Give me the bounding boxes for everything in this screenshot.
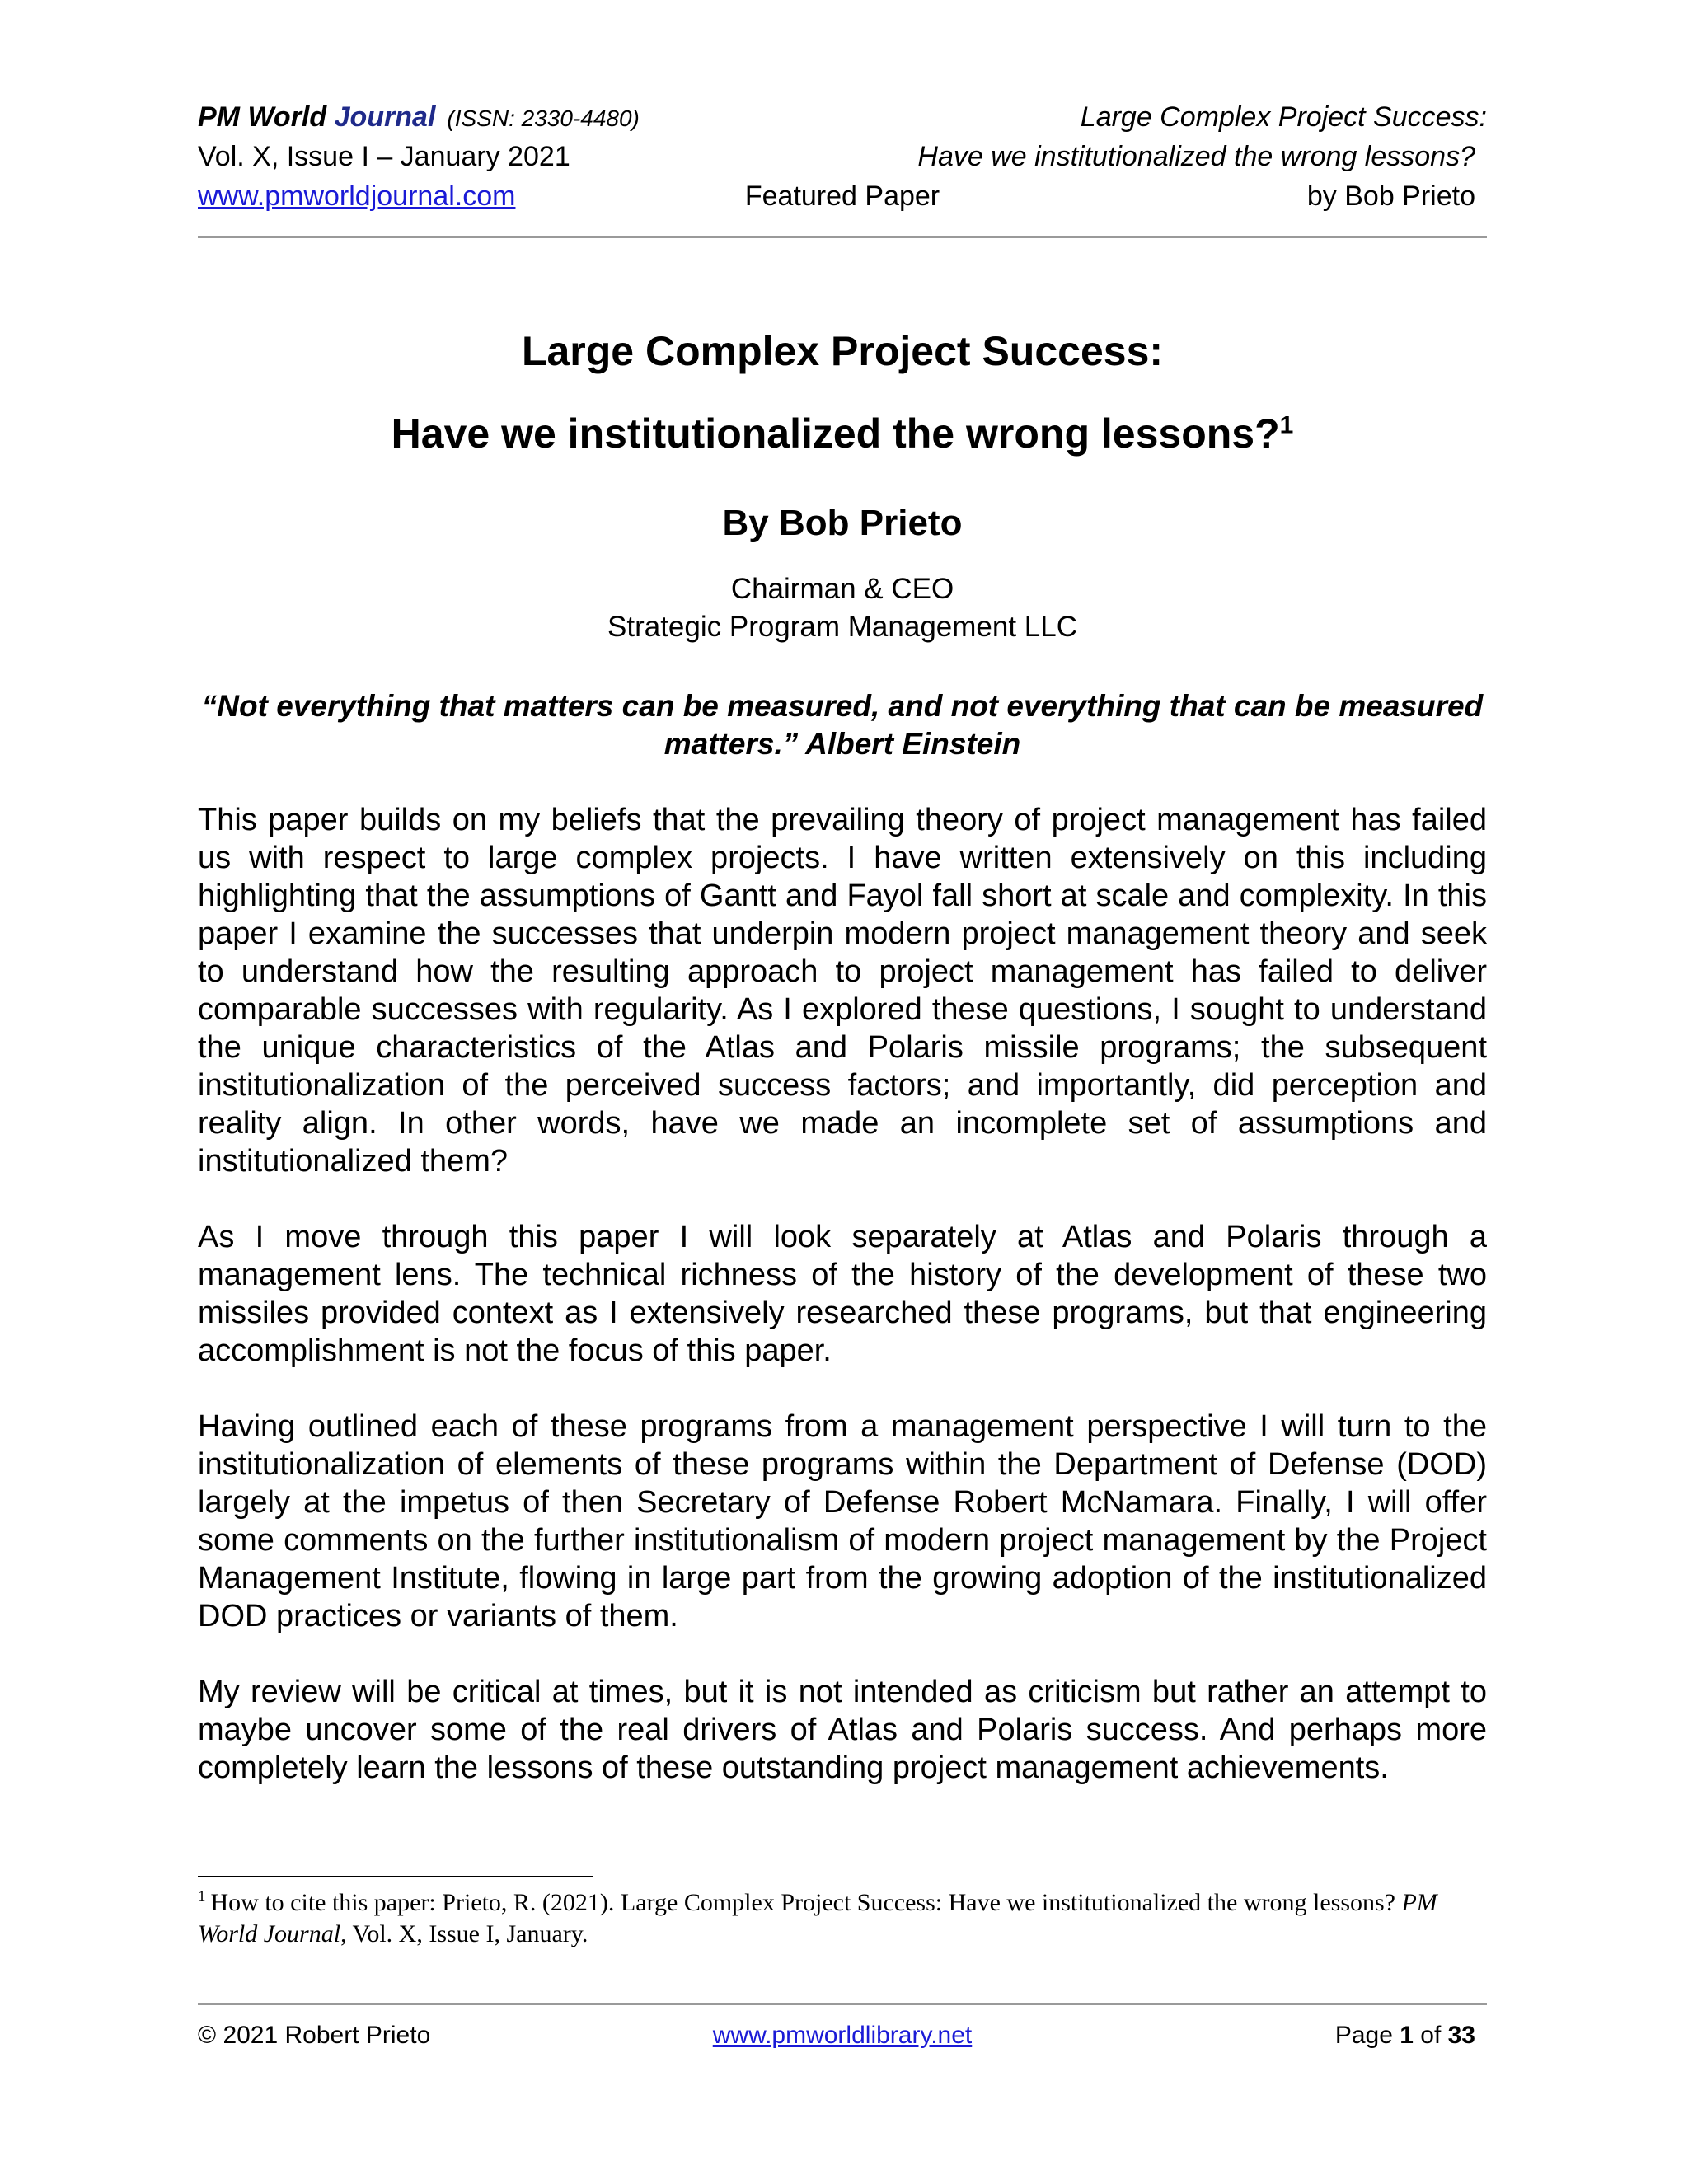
body-paragraph-3: Having outlined each of these programs from a management perspective I will turn to the institutionalization of elements of these programs within the Department of Defense (DOD) largely at the impetus of then Secretary of Defense Robert McNamara. Finally, I will offer some comments on the further institutionalism of modern project management by the Project Management Institute, flowing in large part from the growing adoption of the institutionalized DOD practices or variants of them. — [198, 1409, 1487, 1633]
journal-j: Journal — [334, 101, 436, 133]
title-text-2: Have we institutionalized the wrong lessons? — [391, 410, 1280, 457]
page-footer — [198, 2018, 1487, 2054]
footnote — [198, 1887, 1487, 1950]
journal-name — [198, 97, 640, 138]
footnote-divider — [198, 1876, 593, 1877]
page-number — [1335, 2018, 1475, 2054]
running-title-2: Have we institutionalized the wrong lessons? — [917, 141, 1475, 172]
page-of: of — [1413, 2022, 1448, 2049]
page-total: 33 — [1447, 2022, 1475, 2049]
footer-divider — [198, 2003, 1487, 2005]
volume-issue: Vol. X, Issue I – January 2021 — [198, 141, 570, 172]
article-body — [198, 801, 1487, 1825]
page-current: 1 — [1400, 2022, 1414, 2049]
footnote-text-b: , Vol. X, Issue I, January. — [340, 1920, 588, 1947]
footnote-journal: PM World Journal — [198, 1889, 1437, 1947]
body-paragraph-1: This paper builds on my beliefs that the prevailing theory of project management has failed us with respect to large complex projects. I have written extensively on this including highlighting that the assumptions of Gantt and Fayol fall short at scale and complexity. In this paper I examine the successes that underpin modern project management theory and seek to understand how the resulting approach to project management has failed to deliver comparable successes with regularity. As I explored these questions, I sought to understand the unique characteristics of the Atlas and Polaris missile programs; the subsequent institutionalization of the perceived success factors; and importantly, did perception and reality align. In other words, have we made an incomplete set of assumptions and institutionalized them? — [198, 803, 1487, 1179]
library-website-link[interactable]: www.pmworldlibrary.net — [712, 2022, 973, 2049]
paper-title-line-1 — [198, 326, 1487, 376]
header-divider — [198, 236, 1487, 238]
page-header — [198, 97, 1487, 216]
header-row-1 — [198, 97, 1487, 137]
body-paragraph-4: My review will be critical at times, but it is not intended as criticism but rather an attempt to maybe uncover some of the real drivers of Atlas and Polaris success. And perhaps more completely learn the lessons of these outstanding project management achievements. — [198, 1675, 1487, 1785]
body-paragraph-2: As I move through this paper I will look separately at Atlas and Polaris through a management lens. The technical richness of the history of the development of these two missiles provided context as I extensively researched these programs, but that engineering accomplishment is not the focus of this paper. — [198, 1220, 1487, 1368]
copyright: © 2021 Robert Prieto — [198, 2022, 431, 2049]
running-title-1: Large Complex Project Success: — [1080, 101, 1487, 133]
journal-logo-text — [198, 101, 435, 133]
header-row-2 — [198, 137, 1487, 176]
header-row-3 — [198, 176, 1487, 216]
title-text-1: Large Complex Project Success: — [521, 328, 1164, 374]
page-prefix: Page — [1334, 2022, 1400, 2049]
journal-issn: (ISSN: 2330-4480) — [447, 105, 640, 131]
journal-website-link[interactable]: www.pmworldjournal.com — [198, 180, 516, 212]
byline: By Bob Prieto — [722, 503, 963, 543]
paper-title-line-2 — [198, 409, 1487, 458]
footnote-text-a: How to cite this paper: Prieto, R. (2021). Large Complex Project Success: Have we institutionalized the wrong lessons? — [210, 1889, 1402, 1916]
header-author: by Bob Prieto — [1306, 180, 1475, 212]
section-label: Featured Paper — [744, 180, 940, 212]
title-footnote-mark[interactable]: 1 — [1279, 411, 1294, 439]
journal-pm: PM World — [198, 101, 335, 133]
footer-link-wrap — [198, 2018, 1487, 2054]
footnote-mark: 1 — [198, 1888, 206, 1905]
affiliation-org: Strategic Program Management LLC — [607, 611, 1077, 643]
affiliation-role: Chairman & CEO — [730, 573, 954, 605]
epigraph-quote: “Not everything that matters can be measured, and not everything that can be measured matters.” Albert Einstein — [201, 689, 1484, 761]
